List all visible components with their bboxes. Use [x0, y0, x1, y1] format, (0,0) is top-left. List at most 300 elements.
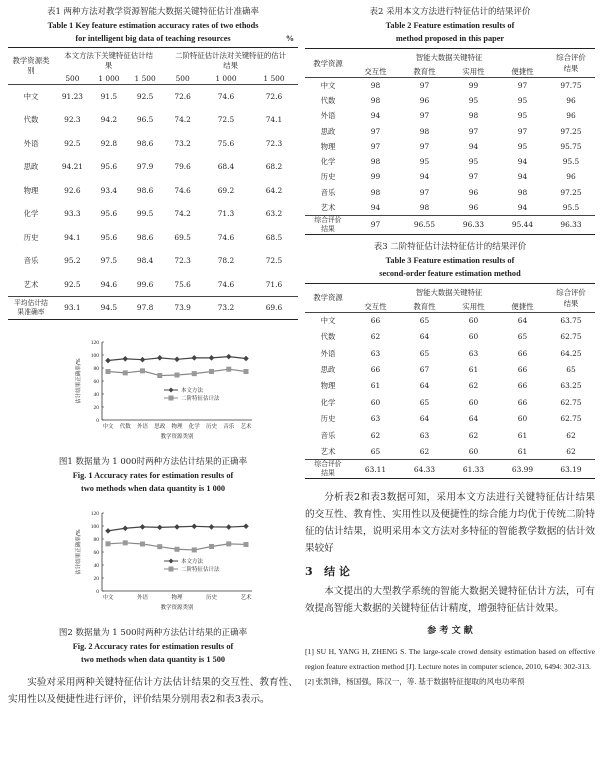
table2-row — [305, 123, 595, 138]
y-tick-label: 120 — [90, 340, 99, 346]
data-point — [191, 355, 197, 361]
table3-cell: 66 — [517, 397, 528, 407]
table1-group2-header: 二阶特征估计法对关键特征的估计结果 — [175, 51, 287, 70]
data-point — [174, 356, 180, 362]
table2-score-header: 综合评价结果 — [547, 49, 595, 78]
table1-row-label: 代数 — [23, 115, 39, 125]
table3-row — [305, 329, 595, 345]
table1-cell: 68.5 — [265, 232, 283, 242]
table2-cell: 98 — [419, 202, 430, 212]
table2-cell: 95.5 — [562, 157, 580, 167]
table1-row-label: 平均估计结果准确率 — [14, 298, 48, 316]
table3-caption-en-1: Table 3 Feature estimation results of — [385, 255, 515, 265]
table1-cell: 97.5 — [100, 256, 118, 266]
data-point — [244, 369, 249, 374]
data-point — [157, 373, 162, 378]
table1-cell: 78.2 — [217, 256, 235, 266]
legend-label: 本文方法 — [181, 388, 204, 394]
table2-row — [305, 169, 595, 184]
legend-label: 二阶特征估计法 — [181, 396, 220, 402]
table3-row-header: 教学资源 — [305, 283, 351, 312]
table1-unit: % — [285, 34, 294, 43]
table1-cell: 93.3 — [64, 209, 81, 219]
table2-cell: 94 — [370, 202, 381, 212]
table3-row-label: 代数 — [320, 332, 336, 342]
table1-subheader: 1 500 — [134, 74, 156, 83]
table1-cell: 98.6 — [136, 138, 154, 148]
table2-cell: 97 — [419, 141, 430, 151]
table3-row-label: 历史 — [320, 414, 336, 424]
table1-cell: 72.6 — [174, 92, 191, 101]
table3-cell: 66 — [370, 316, 381, 326]
table1-cell: 92.5 — [136, 92, 154, 101]
table1-row — [8, 179, 298, 203]
data-point — [192, 371, 197, 376]
table1-subheader: 500 — [65, 74, 80, 83]
table1-cell: 91.23 — [61, 92, 83, 101]
table2-row — [305, 185, 595, 200]
table2 — [305, 48, 595, 235]
table3-cell: 63 — [370, 414, 381, 424]
y-tick-label: 0 — [96, 589, 99, 595]
table1-cell: 69.6 — [265, 303, 283, 313]
data-point — [226, 354, 232, 360]
table3-cell: 63 — [468, 348, 479, 358]
table3-cell: 62 — [468, 381, 479, 391]
table3-cell: 63.25 — [560, 381, 582, 391]
table1-cell: 73.2 — [174, 138, 191, 148]
table1-cell: 95.6 — [100, 162, 118, 172]
table3-cell: 65 — [566, 365, 576, 375]
table3-cell: 60 — [468, 397, 479, 407]
table1-cell: 72.6 — [265, 92, 283, 101]
table3-cell: 63.75 — [560, 316, 582, 326]
table1-cell: 97.9 — [136, 162, 154, 172]
section-title: 结 论 — [324, 565, 350, 579]
table1-row — [8, 108, 298, 132]
table3-cell: 63 — [419, 430, 430, 440]
table2-row-header: 教学资源 — [305, 49, 351, 78]
data-point — [174, 524, 180, 530]
figure1-caption-cn: 图1 数据量为 1 000时两种方法估计结果的正确率 — [58, 457, 248, 467]
x-tick-label: 历史 — [205, 424, 218, 430]
table1-cell: 71.3 — [217, 209, 235, 219]
y-tick-label: 80 — [93, 537, 99, 543]
x-tick-label: 中文 — [102, 595, 114, 601]
table1-cell: 72.5 — [265, 256, 283, 266]
table2-caption-en-1: Table 2 Feature estimation results of — [385, 21, 515, 30]
data-point — [226, 541, 231, 546]
table1-cell: 68.4 — [217, 162, 235, 172]
data-point — [243, 356, 249, 362]
table1-cell: 97.8 — [136, 303, 154, 313]
table1-cell: 74.1 — [265, 115, 283, 125]
legend-marker — [169, 559, 174, 564]
x-tick-label: 外语 — [136, 424, 149, 430]
table1-subheader: 1 000 — [98, 74, 120, 83]
table1-cell: 92.6 — [64, 185, 81, 195]
table2-row-label: 物理 — [320, 141, 336, 151]
table3-row-label: 外语 — [320, 348, 336, 358]
table3-cell: 63.11 — [364, 464, 387, 474]
table1-row — [8, 273, 298, 297]
table1-cell: 73.9 — [174, 303, 191, 313]
table1-row — [8, 155, 298, 179]
table1-caption-cn: 表1 两种方法对教学资源智能大数据关键特征估计准确率 — [46, 7, 260, 17]
table2-cell: 97 — [419, 80, 430, 90]
table2-cell: 97.75 — [560, 80, 582, 90]
table3-subheader: 交互性 — [364, 301, 387, 311]
table2-group-header: 智能大数据关键特征 — [415, 53, 483, 62]
table2-row-label: 中文 — [320, 80, 336, 90]
table3-subheader: 实用性 — [462, 301, 485, 311]
table2-cell: 99 — [468, 80, 479, 90]
table2-cell: 94 — [517, 157, 528, 167]
table2-row-label: 综合评价结果 — [314, 215, 342, 233]
table1-cell: 72.3 — [265, 138, 283, 148]
x-tick-label: 化学 — [188, 424, 200, 430]
table2-cell: 98 — [370, 80, 381, 90]
y-tick-label: 60 — [93, 379, 99, 385]
table1-cell: 92.5 — [64, 279, 81, 289]
table3-cell: 64 — [468, 414, 479, 424]
table3-cell: 67 — [419, 365, 430, 375]
table3-row-label: 物理 — [320, 381, 336, 391]
table1-cell: 92.8 — [100, 138, 118, 148]
table1-row-label: 外语 — [23, 138, 39, 148]
table3-group-header: 智能大数据关键特征 — [415, 287, 483, 297]
table2-cell: 96 — [566, 111, 576, 121]
table2-cell: 97 — [517, 80, 528, 90]
table2-row-label: 艺术 — [320, 202, 336, 212]
table3-cell: 62 — [419, 446, 430, 456]
table3-row — [305, 427, 595, 443]
table2-cell: 97 — [468, 126, 479, 136]
figure2-chart — [68, 505, 268, 625]
table2-subheader: 教育性 — [413, 67, 436, 76]
table3-cell: 61.33 — [462, 464, 485, 474]
table1-cell: 94.1 — [64, 232, 81, 242]
table3-row — [305, 443, 595, 459]
data-point — [106, 541, 111, 546]
table2-cell: 95 — [419, 157, 430, 167]
y-tick-label: 40 — [93, 563, 99, 569]
legend-marker — [169, 567, 174, 572]
figure1-caption-en-1: Fig. 1 Accuracy rates for estimation results of — [72, 471, 234, 480]
table3-row-label: 艺术 — [320, 446, 336, 456]
data-point — [226, 524, 232, 530]
y-tick-label: 20 — [93, 405, 99, 411]
table1-cell: 93.1 — [64, 303, 81, 313]
table3-cell: 62.75 — [560, 414, 582, 424]
x-axis-label: 教学资源类别 — [160, 605, 194, 611]
table1-row-label: 历史 — [23, 232, 39, 242]
table1-cell: 98.6 — [136, 232, 154, 242]
legend-label: 二阶特征估计法 — [181, 567, 220, 573]
table2-row — [305, 215, 595, 234]
table3-cell: 65 — [419, 316, 430, 326]
table1-cell: 94.6 — [100, 279, 118, 289]
table3-cell: 62.75 — [560, 332, 582, 342]
references-list — [305, 644, 595, 689]
table3-score-header: 综合评价结果 — [547, 283, 595, 312]
data-point — [105, 528, 111, 534]
table2-cell: 96.55 — [413, 220, 436, 230]
data-point — [157, 355, 163, 361]
data-point — [106, 369, 111, 374]
x-tick-label: 艺术 — [240, 424, 252, 430]
table3-cell: 66 — [370, 365, 381, 375]
table2-cell: 96.33 — [462, 220, 485, 230]
table1-cell: 72.3 — [174, 256, 191, 266]
table1-cell: 92.3 — [64, 115, 81, 125]
table1-cell: 93.4 — [100, 185, 118, 195]
table3-cell: 61 — [517, 430, 528, 440]
table1-cell: 79.6 — [174, 162, 191, 172]
table3-cell: 60 — [468, 332, 479, 342]
table2-row — [305, 154, 595, 169]
table3-cell: 60 — [370, 397, 381, 407]
table1-cell: 94.5 — [100, 303, 118, 313]
data-point — [140, 357, 146, 363]
data-point — [122, 525, 128, 531]
data-point — [105, 358, 111, 364]
data-point — [244, 542, 249, 547]
table1-cell: 94.2 — [100, 115, 118, 125]
legend-marker — [169, 396, 174, 401]
table3-cell: 61 — [517, 446, 528, 456]
table1-cell: 74.6 — [174, 185, 191, 195]
data-point — [243, 523, 249, 529]
table3-row — [305, 378, 595, 394]
reference-item: [2] 张凯锋，杨国强，陈汉一，等. 基于数据特征提取的风电功率预 — [305, 677, 525, 687]
table1-cell: 73.2 — [217, 303, 235, 313]
table1-row — [8, 132, 298, 156]
table2-cell: 95 — [468, 157, 479, 167]
reference-item: [1] SU H, YANG H, ZHENG S. The large-scale crowd density estimation based on effective region feature extraction method [J]. Lecture notes in computer science, 2010, 6494: 302-313. — [305, 647, 595, 672]
table2-cell: 98 — [370, 187, 381, 197]
table1-cell: 99.5 — [136, 209, 154, 219]
table3-cell: 62 — [468, 430, 479, 440]
figure1-caption-en-2: two methods when data quantity is 1 000 — [80, 484, 226, 493]
table2-row-label: 思政 — [320, 126, 336, 136]
table2-caption-en-2: method proposed in this paper — [395, 34, 505, 43]
table3-cell: 60 — [517, 414, 528, 424]
x-tick-label: 思政 — [154, 424, 166, 430]
data-point — [192, 547, 197, 552]
data-point — [157, 525, 163, 531]
table3-caption-en-2: second-order feature estimation method — [379, 268, 521, 278]
data-point — [140, 542, 145, 547]
table1-cell: 69.5 — [174, 232, 191, 242]
table2-cell: 96.33 — [560, 220, 582, 230]
table3-cell: 64 — [419, 414, 430, 424]
table1-cell: 63.2 — [265, 209, 283, 219]
table1-cell: 68.2 — [265, 162, 283, 172]
table2-row-label: 外语 — [320, 111, 336, 121]
table1-cell: 74.6 — [217, 92, 235, 101]
table2-cell: 95 — [468, 95, 479, 105]
table3-subheader: 便捷性 — [511, 301, 534, 311]
table1-cell: 92.5 — [64, 138, 81, 148]
table1-row — [8, 296, 298, 320]
y-tick-label: 100 — [90, 524, 99, 530]
table2-cell: 95.44 — [511, 220, 534, 230]
data-point — [209, 369, 214, 374]
table2-row-label: 代数 — [320, 95, 336, 105]
table2-caption-cn: 表2 采用本文方法进行特征估计的结果评价 — [369, 7, 531, 17]
table3-cell: 62 — [566, 446, 576, 456]
table1-cell: 98.6 — [136, 185, 154, 195]
table1-row-label: 化学 — [23, 209, 39, 219]
data-point — [157, 544, 162, 549]
table2-row — [305, 93, 595, 108]
section-number: 3 — [305, 565, 313, 579]
table3-row — [305, 460, 595, 479]
y-tick-label: 120 — [90, 511, 99, 517]
table1-cell: 99.6 — [136, 279, 154, 289]
x-tick-label: 中文 — [102, 424, 114, 430]
data-point — [191, 524, 197, 530]
table3-cell: 66 — [517, 381, 528, 391]
table3-cell: 64 — [419, 381, 430, 391]
table2-row — [305, 139, 595, 154]
table2-cell: 97 — [419, 111, 430, 121]
table2-cell: 98 — [370, 95, 381, 105]
table1-row-label: 中文 — [23, 92, 39, 101]
data-point — [209, 355, 215, 361]
table3-cell: 63.99 — [511, 464, 534, 474]
table3-cell: 62.75 — [560, 397, 582, 407]
table3-cell: 66 — [517, 348, 528, 358]
table1-cell: 96.5 — [136, 115, 154, 125]
table3-row-label: 综合评价结果 — [314, 460, 342, 478]
table1-row — [8, 202, 298, 226]
table2-cell: 98 — [468, 111, 479, 121]
legend-marker — [169, 388, 174, 393]
y-axis-label: 估计结果正确率/% — [76, 358, 82, 404]
legend-label: 本文方法 — [181, 559, 204, 565]
table3-cell: 64 — [419, 332, 430, 342]
table2-cell: 94 — [419, 172, 430, 182]
table1-cell: 74.2 — [174, 115, 191, 125]
x-tick-label: 艺术 — [240, 595, 252, 601]
x-tick-label: 代数 — [119, 424, 131, 430]
table3-row-label: 思政 — [320, 365, 336, 375]
figure2-caption-en-2: two methods when data quantity is 1 500 — [80, 655, 226, 664]
table3-cell: 64.25 — [560, 348, 582, 358]
table2-row — [305, 78, 595, 93]
table3-cell: 62 — [370, 430, 381, 440]
table2-row-label: 化学 — [320, 157, 336, 167]
x-tick-label: 物理 — [171, 424, 183, 430]
figure2 — [68, 505, 298, 625]
table1-caption-en-1: Table 1 Key feature estimation accuracy rates of two ethods — [47, 21, 259, 30]
table2-cell: 95 — [517, 111, 528, 121]
data-point — [140, 524, 146, 530]
table1 — [8, 47, 298, 320]
table3-cell: 61 — [370, 381, 381, 391]
table3-cell: 62 — [370, 332, 381, 342]
table3-cell: 63.19 — [560, 464, 582, 474]
data-point — [209, 524, 215, 530]
table3-cell: 65 — [419, 348, 430, 358]
table1-cell: 91.5 — [100, 92, 118, 101]
table2-cell: 98 — [370, 157, 381, 167]
table3-subheader: 教育性 — [413, 301, 436, 311]
table1-row — [8, 249, 298, 273]
table1-row-label: 艺术 — [23, 279, 39, 289]
table3-cell: 64 — [517, 316, 528, 326]
table2-cell: 95 — [517, 95, 528, 105]
table3-row — [305, 394, 595, 410]
table2-cell: 97 — [370, 126, 381, 136]
table2-cell: 98 — [419, 126, 430, 136]
table2-cell: 94 — [517, 172, 528, 182]
table2-subheader: 实用性 — [462, 67, 485, 76]
table3-caption-cn: 表3 二阶特征估计法特征估计的结果评价 — [373, 241, 527, 252]
table2-cell: 99 — [370, 172, 381, 182]
table3-row-label: 音乐 — [320, 430, 336, 440]
analysis-paragraph: 分析表2和表3数据可知，采用本文方法进行关键特征估计结果的交互性、教育性、实用性以及便捷性的综合能力均优于传统二阶特征的估计结果，说明采用本文方法对多特征的智能教学数据的估计效果较好 — [305, 492, 595, 555]
table1-row-label: 音乐 — [23, 256, 39, 266]
table2-cell: 97 — [468, 172, 479, 182]
table3-cell: 60 — [468, 316, 479, 326]
y-tick-label: 60 — [93, 550, 99, 556]
table1-row — [8, 85, 298, 109]
section-heading — [305, 563, 595, 579]
table2-cell: 96 — [468, 187, 479, 197]
table3-cell: 60 — [468, 446, 479, 456]
table2-cell: 98 — [517, 187, 528, 197]
figure1-chart — [68, 334, 268, 454]
table2-cell: 96 — [419, 95, 430, 105]
right-column — [305, 0, 595, 689]
table2-cell: 97.25 — [560, 187, 582, 197]
table3-cell: 62 — [566, 430, 576, 440]
table3-cell: 65 — [517, 332, 528, 342]
table2-cell: 96 — [566, 172, 576, 182]
data-point — [226, 367, 231, 372]
table2-subheader: 交互性 — [364, 67, 387, 76]
figure1 — [68, 334, 298, 454]
table3-row-label: 中文 — [320, 316, 336, 326]
table2-cell: 97.25 — [560, 126, 582, 136]
table1-subheader: 1 500 — [263, 74, 285, 83]
data-point — [175, 373, 180, 378]
table3-cell: 65 — [370, 446, 381, 456]
table2-cell: 96 — [468, 202, 479, 212]
table2-subheader: 便捷性 — [511, 67, 534, 76]
figure2-caption-en-1: Fig. 2 Accuracy rates for estimation results of — [72, 642, 234, 651]
data-point — [123, 540, 128, 545]
table3-cell: 63 — [370, 348, 381, 358]
table1-cell: 95.2 — [64, 256, 81, 266]
y-tick-label: 100 — [90, 353, 99, 359]
references-title: 参 考 文 献 — [427, 626, 473, 637]
table1-subheader: 1 000 — [215, 74, 237, 83]
table2-cell: 97 — [517, 126, 528, 136]
table2-cell: 95 — [517, 141, 528, 151]
table3-cell: 61 — [468, 365, 479, 375]
table3-row-label: 化学 — [320, 397, 336, 407]
table1-subheader: 500 — [175, 74, 190, 83]
table2-cell: 95.5 — [562, 202, 580, 212]
table1-cell: 95.6 — [100, 209, 118, 219]
table1-row-label: 物理 — [23, 185, 39, 195]
table2-row-label: 历史 — [320, 172, 336, 182]
table2-cell: 94 — [468, 141, 479, 151]
